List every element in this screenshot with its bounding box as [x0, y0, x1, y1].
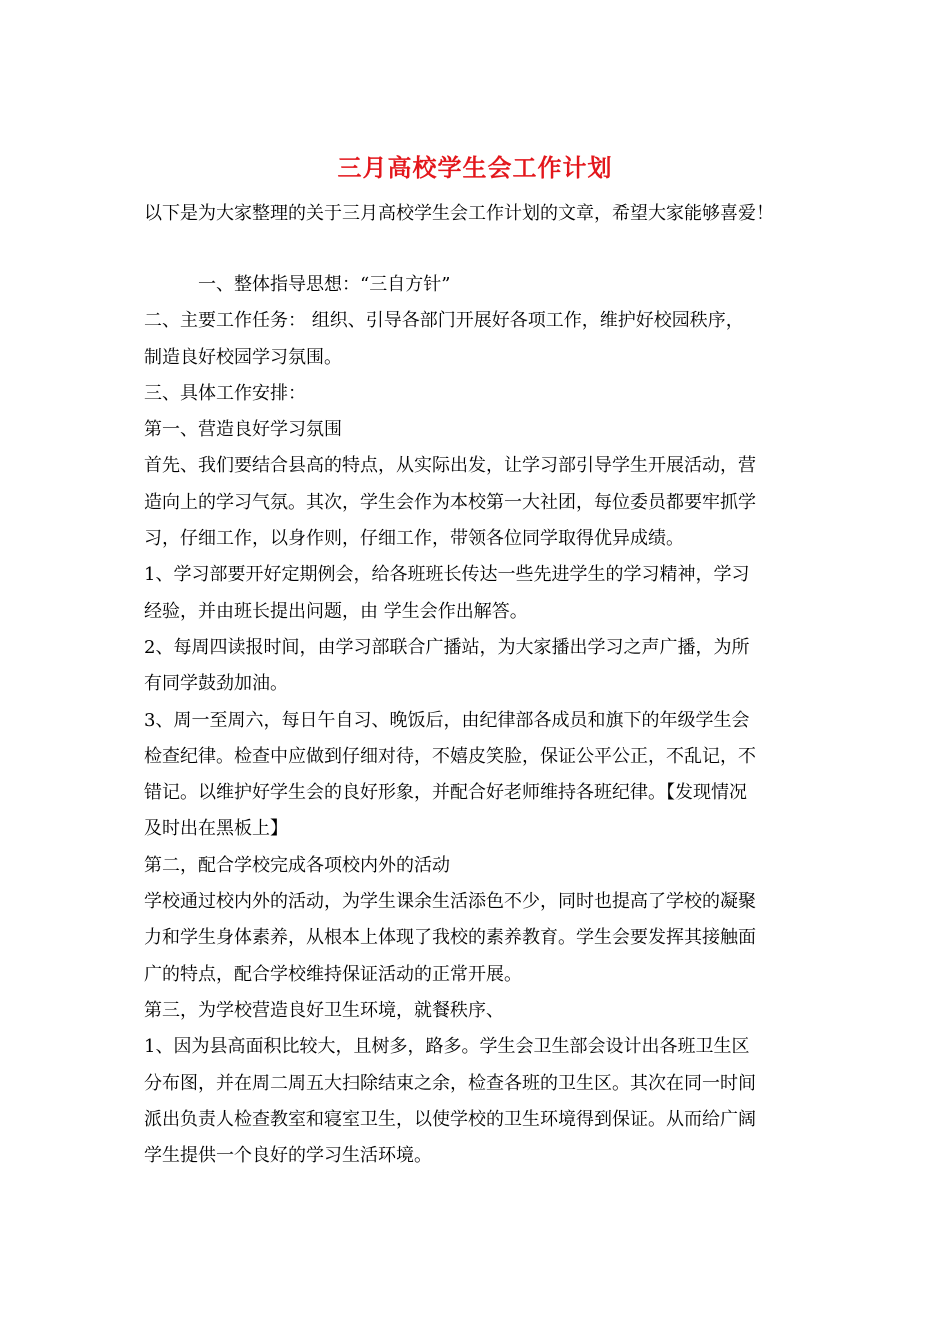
- body-line: 学生提供一个良好的学习生活环境。: [144, 1145, 432, 1167]
- body-line: 习，仔细工作，以身作则，仔细工作，带领各位同学取得优异成绩。: [144, 528, 684, 550]
- body-line: 造向上的学习气氛。其次，学生会作为本校第一大社团，每位委员都要牢抓学: [144, 491, 756, 513]
- body-line: 分布图，并在周二周五大扫除结束之余，检查各班的卫生区。其次在同一时间: [144, 1072, 756, 1094]
- body-line: 首先、我们要结合县高的特点，从实际出发，让学习部引导学生开展活动，营: [144, 455, 756, 477]
- body-line: 错记。以维护好学生会的良好形象，并配合好老师维持各班纪律。【发现情况: [144, 782, 747, 804]
- body-line: 二、主要工作任务： 组织、引导各部门开展好各项工作，维护好校园秩序，: [144, 310, 744, 332]
- intro-paragraph: 以下是为大家整理的关于三月高校学生会工作计划的文章，希望大家能够喜爱！: [144, 203, 774, 224]
- body-line: 3、周一至周六，每日午自习、晚饭后，由纪律部各成员和旗下的年级学生会: [144, 709, 750, 731]
- document-body: [144, 267, 814, 1174]
- body-line: 第一、营造良好学习氛围: [144, 419, 342, 441]
- body-line: 派出负责人检查教室和寝室卫生，以使学校的卫生环境得到保证。从而给广阔: [144, 1108, 756, 1130]
- body-line: 力和学生身体素养，从根本上体现了我校的素养教育。学生会要发挥其接触面: [144, 927, 756, 949]
- body-line: 检查纪律。检查中应做到仔细对待，不嬉皮笑脸，保证公平公正，不乱记，不: [144, 745, 756, 767]
- body-line: 广的特点，配合学校维持保证活动的正常开展。: [144, 963, 522, 985]
- body-line: 第二，配合学校完成各项校内外的活动: [144, 854, 450, 876]
- body-line: 制造良好校园学习氛围。: [144, 346, 342, 368]
- body-line: 2、每周四读报时间，由学习部联合广播站，为大家播出学习之声广播，为所: [144, 636, 750, 658]
- body-line: 一、整体指导思想：“三自方针”: [144, 274, 451, 295]
- body-line: 1、因为县高面积比较大，且树多，路多。学生会卫生部会设计出各班卫生区: [144, 1036, 750, 1058]
- body-line: 学校通过校内外的活动，为学生课余生活添色不少，同时也提高了学校的凝聚: [144, 891, 756, 913]
- document-title: 三月高校学生会工作计划: [337, 153, 613, 182]
- body-line: 三、具体工作安排：: [144, 382, 306, 404]
- body-line: 及时出在黑板上】: [144, 818, 288, 840]
- body-line: 1、学习部要开好定期例会，给各班班长传达一些先进学生的学习精神，学习: [144, 564, 750, 586]
- body-line: 经验，并由班长提出问题，由 学生会作出解答。: [144, 600, 528, 622]
- body-line: 有同学鼓劲加油。: [144, 673, 288, 695]
- body-line: 第三，为学校营造良好卫生环境，就餐秩序、: [144, 999, 504, 1021]
